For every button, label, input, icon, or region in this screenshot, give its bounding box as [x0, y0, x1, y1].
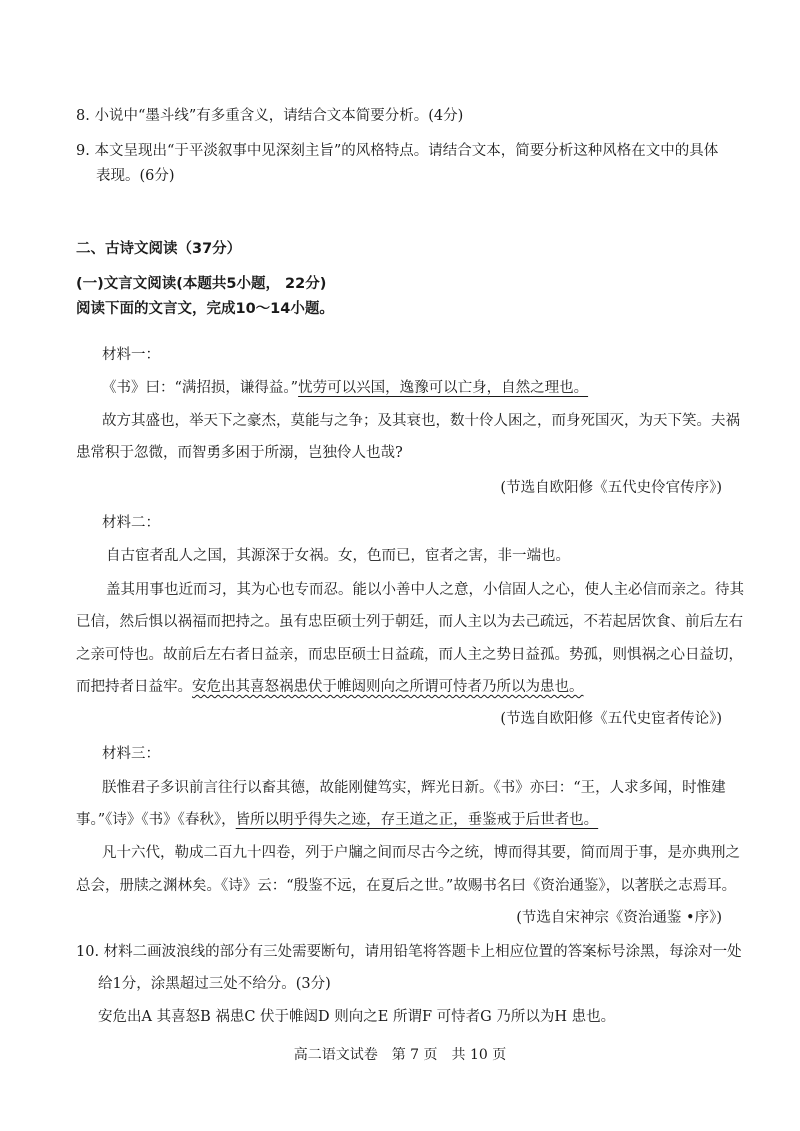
material3-source: (节选自宋神宗《资治通鉴 •序》)	[516, 910, 722, 926]
material1-underlined-sentence: 忧劳可以兴国，逸豫可以亡身，自然之理也。	[298, 380, 589, 396]
question-8: 8. 小说中“墨斗线”有多重含义，请结合文本简要分析。(4分)	[76, 108, 464, 124]
material2-source: (节选自欧阳修《五代史宦者传论》)	[500, 711, 722, 727]
section-title: 二、古诗文阅读（37分）	[76, 241, 242, 257]
material1-line3: 患常积于忽微，而智勇多困于所溺，岂独伶人也哉?	[76, 445, 403, 461]
material1-label: 材料一：	[102, 347, 160, 363]
question-10-line1: 10. 材料二画波浪线的部分有三处需要断句，请用铅笔将答题卡上相应位置的答案标号涂黑，每涂对一处	[76, 944, 742, 960]
material3-line2	[76, 810, 598, 830]
material3-label: 材料三：	[102, 746, 160, 762]
material3-line4: 总会，册牍之渊林矣。《诗》云：“殷鉴不远，在夏后之世。”故赐书名曰《资治通鉴》，以著朕之志焉耳。	[76, 878, 737, 894]
material3-plain: 事。”《诗》《书》《春秋》，	[76, 812, 236, 828]
question-9-line1: 9. 本文呈现出“于平淡叙事中见深刻主旨”的风格特点。请结合文本，简要分析这种风格在文中的具体	[76, 143, 719, 159]
section-subtitle: (一)文言文阅读(本题共5小题， 22分)	[76, 276, 327, 292]
material2-label: 材料二：	[102, 515, 160, 531]
material2-plain: 而把持者日益牢。	[76, 679, 192, 695]
page-footer: 高二语文试卷 第 7 页 共 10 页	[293, 1047, 507, 1063]
section-instruction: 阅读下面的文言文，完成10～14小题。	[76, 301, 334, 317]
material3-line3: 凡十六代，勒成二百九十四卷，列于户牖之间而尽古今之统，博而得其要，简而周于事，是亦典刑之	[102, 845, 740, 861]
question-10-line2: 给1分，涂黑超过三处不给分。(3分)	[98, 976, 331, 992]
material2-line1: 自古宦者乱人之国，其源深于女祸。女，色而已，宦者之害，非一端也。	[106, 548, 570, 564]
material2-wavy-sentence: 安危出其喜怒祸患伏于帷闼则向之所谓可恃者乃所以为患也。	[192, 679, 584, 695]
material2-line3: 已信，然后惧以祸福而把持之。虽有忠臣硕士列于朝廷，而人主以为去己疏远，不若起居饮食、前后左右	[76, 614, 743, 630]
material1-line1	[102, 378, 588, 398]
question-10-options: 安危出A 其喜怒B 祸患C 伏于帷闼D 则向之E 所谓F 可恃者G 乃所以为H 患也。	[98, 1009, 616, 1025]
material2-line4: 之亲可恃也。故前后左右者日益亲，而忠臣硕士日益疏，而人主之势日益孤。势孤，则惧祸之心日益切，	[76, 647, 743, 663]
material2-line2: 盖其用事也近而习，其为心也专而忍。能以小善中人之意，小信固人之心，使人主必信而亲之。待其	[106, 582, 744, 598]
material3-line1: 朕惟君子多识前言往行以畜其德，故能刚健笃实，辉光日新。《书》亦曰：“王，人求多闻，时惟建	[102, 780, 726, 796]
material1-line2: 故方其盛也，举天下之豪杰，莫能与之争；及其衰也，数十伶人困之，而身死国灭，为天下笑。夫祸	[102, 413, 740, 429]
material1-source: (节选自欧阳修《五代史伶官传序》)	[500, 480, 722, 496]
material3-underlined-sentence: 皆所以明乎得失之迹，存王道之正，垂鉴戒于后世者也。	[235, 812, 599, 828]
material2-line5	[76, 677, 584, 697]
question-9-line2: 表现。(6分)	[96, 168, 175, 184]
material1-quote: 《书》曰：“满招损，谦得益。”	[102, 380, 299, 396]
